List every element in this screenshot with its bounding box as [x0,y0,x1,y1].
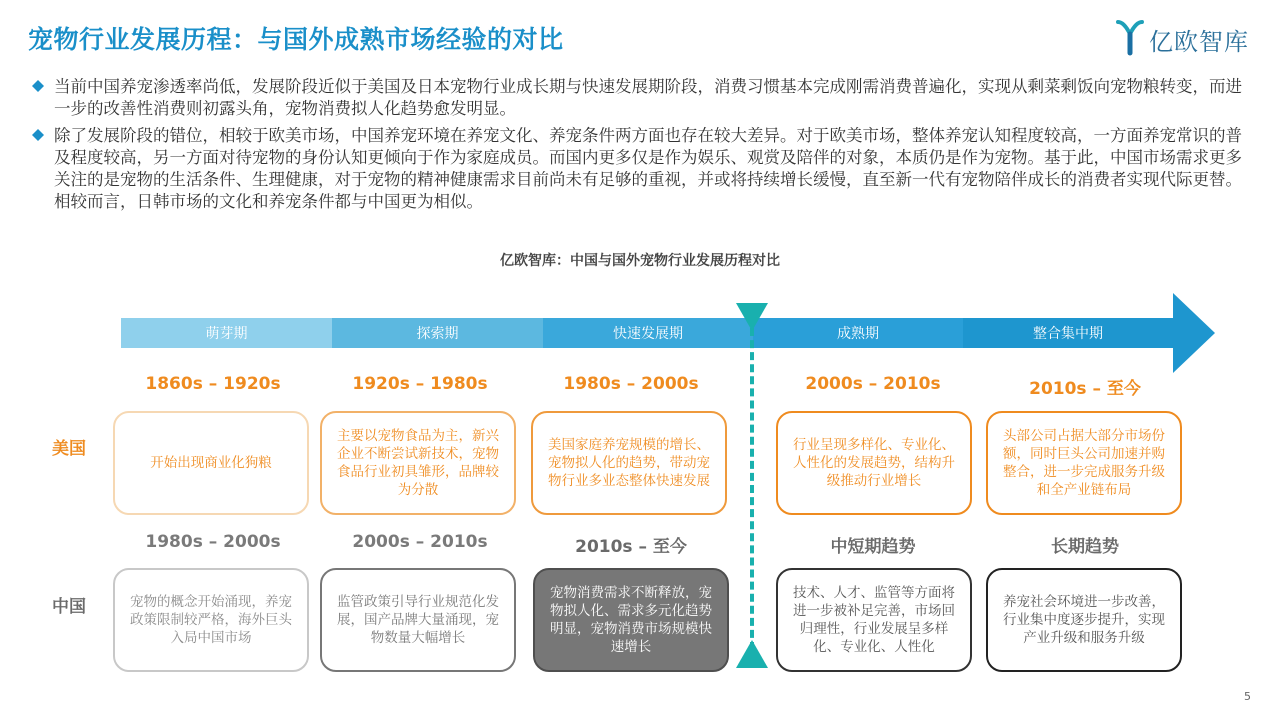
us-stage-box: 开始出现商业化狗粮 [113,411,309,515]
phase-rapid: 快速发展期 [543,318,753,348]
row-label-cn: 中国 [52,597,86,617]
cn-period: 中短期趋势 [830,537,916,557]
bullet-text: 除了发展阶段的错位，相较于欧美市场，中国养宠环境在养宠文化、养宠条件两方面也存在较大差异。对于欧美市场，整体养宠认知程度较高，一方面养宠常识的普及程度较高，另一方面对待宠物的身份认知更倾向于作为家庭成员。而国内更多仅是作为娱乐、观赏及陪伴的对象，本质仍是作为宠物。基于此，中国市场需求更多关注的是宠物的生活条件、生理健康，对于宠物的精神健康需求目前尚未有足够的重视，并或将持续增长缓慢，直至新一代有宠物陪伴成长的消费者实现代际更替。相较而言，日韩市场的文化和养宠条件都与中国更为相似。 [54,126,1242,211]
bullet-item [30,76,1255,120]
cn-period: 2000s – 2010s [352,532,488,552]
cn-stage-box-current: 宠物消费需求不断释放，宠物拟人化、需求多元化趋势明显，宠物消费市场规模快速增长 [533,568,729,672]
cn-stage-box: 监管政策引导行业规范化发展，国产品牌大量涌现，宠物数量大幅增长 [320,568,516,672]
us-stage-box: 行业呈现多样化、专业化、人性化的发展趋势，结构升级推动行业增长 [776,411,972,515]
us-period: 1980s – 2000s [563,374,699,394]
us-stage-box: 主要以宠物食品为主，新兴企业不断尝试新技术，宠物食品行业初具雏形，品牌较为分散 [320,411,516,515]
row-label-us: 美国 [52,439,86,459]
phase-timeline [121,318,1173,348]
logo-text: 亿欧智库 [1149,27,1249,56]
page-number: 5 [1244,690,1251,703]
bullet-item [30,125,1255,213]
divider-bottom-marker [736,640,768,668]
us-period: 1860s – 1920s [145,374,281,394]
phase-explore: 探索期 [332,318,543,348]
diagram-title: 亿欧智库：中国与国外宠物行业发展历程对比 [500,253,780,269]
phase-sprout: 萌芽期 [121,318,332,348]
us-period: 2000s – 2010s [805,374,941,394]
yiou-logo-icon [1115,18,1145,60]
cn-stage-box: 养宠社会环境进一步改善，行业集中度逐步提升，实现产业升级和服务升级 [986,568,1182,672]
cn-stage-box: 技术、人才、监管等方面将进一步被补足完善，市场回归理性，行业发展呈多样化、专业化、人性化 [776,568,972,672]
us-stage-box: 头部公司占据大部分市场份额，同时巨头公司加速并购整合，进一步完成服务升级和全产业链布局 [986,411,1182,515]
bullet-list [30,76,1255,218]
us-period: 2010s – 至今 [1029,379,1141,399]
cn-period: 1980s – 2000s [145,532,281,552]
diamond-bullet-icon [32,80,44,92]
phase-consolidation: 整合集中期 [963,318,1173,348]
page-title: 宠物行业发展历程：与国外成熟市场经验的对比 [28,25,564,54]
cn-period: 2010s – 至今 [575,537,687,557]
brand-logo [1115,18,1249,60]
cn-stage-box: 宠物的概念开始涌现，养宠政策限制较严格，海外巨头入局中国市场 [113,568,309,672]
current-position-divider [750,328,754,650]
cn-period: 长期趋势 [1051,537,1119,557]
timeline-arrow-head [1173,293,1215,373]
diamond-bullet-icon [32,129,44,141]
us-stage-box: 美国家庭养宠规模的增长、宠物拟人化的趋势，带动宠物行业多业态整体快速发展 [531,411,727,515]
phase-mature: 成熟期 [753,318,963,348]
bullet-text: 当前中国养宠渗透率尚低，发展阶段近似于美国及日本宠物行业成长期与快速发展期阶段，消费习惯基本完成刚需消费普遍化，实现从剩菜剩饭向宠物粮转变，而进一步的改善性消费则初露头角，宠物消费拟人化趋势愈发明显。 [54,77,1242,118]
divider-top-marker [736,303,768,331]
us-period: 1920s – 1980s [352,374,488,394]
